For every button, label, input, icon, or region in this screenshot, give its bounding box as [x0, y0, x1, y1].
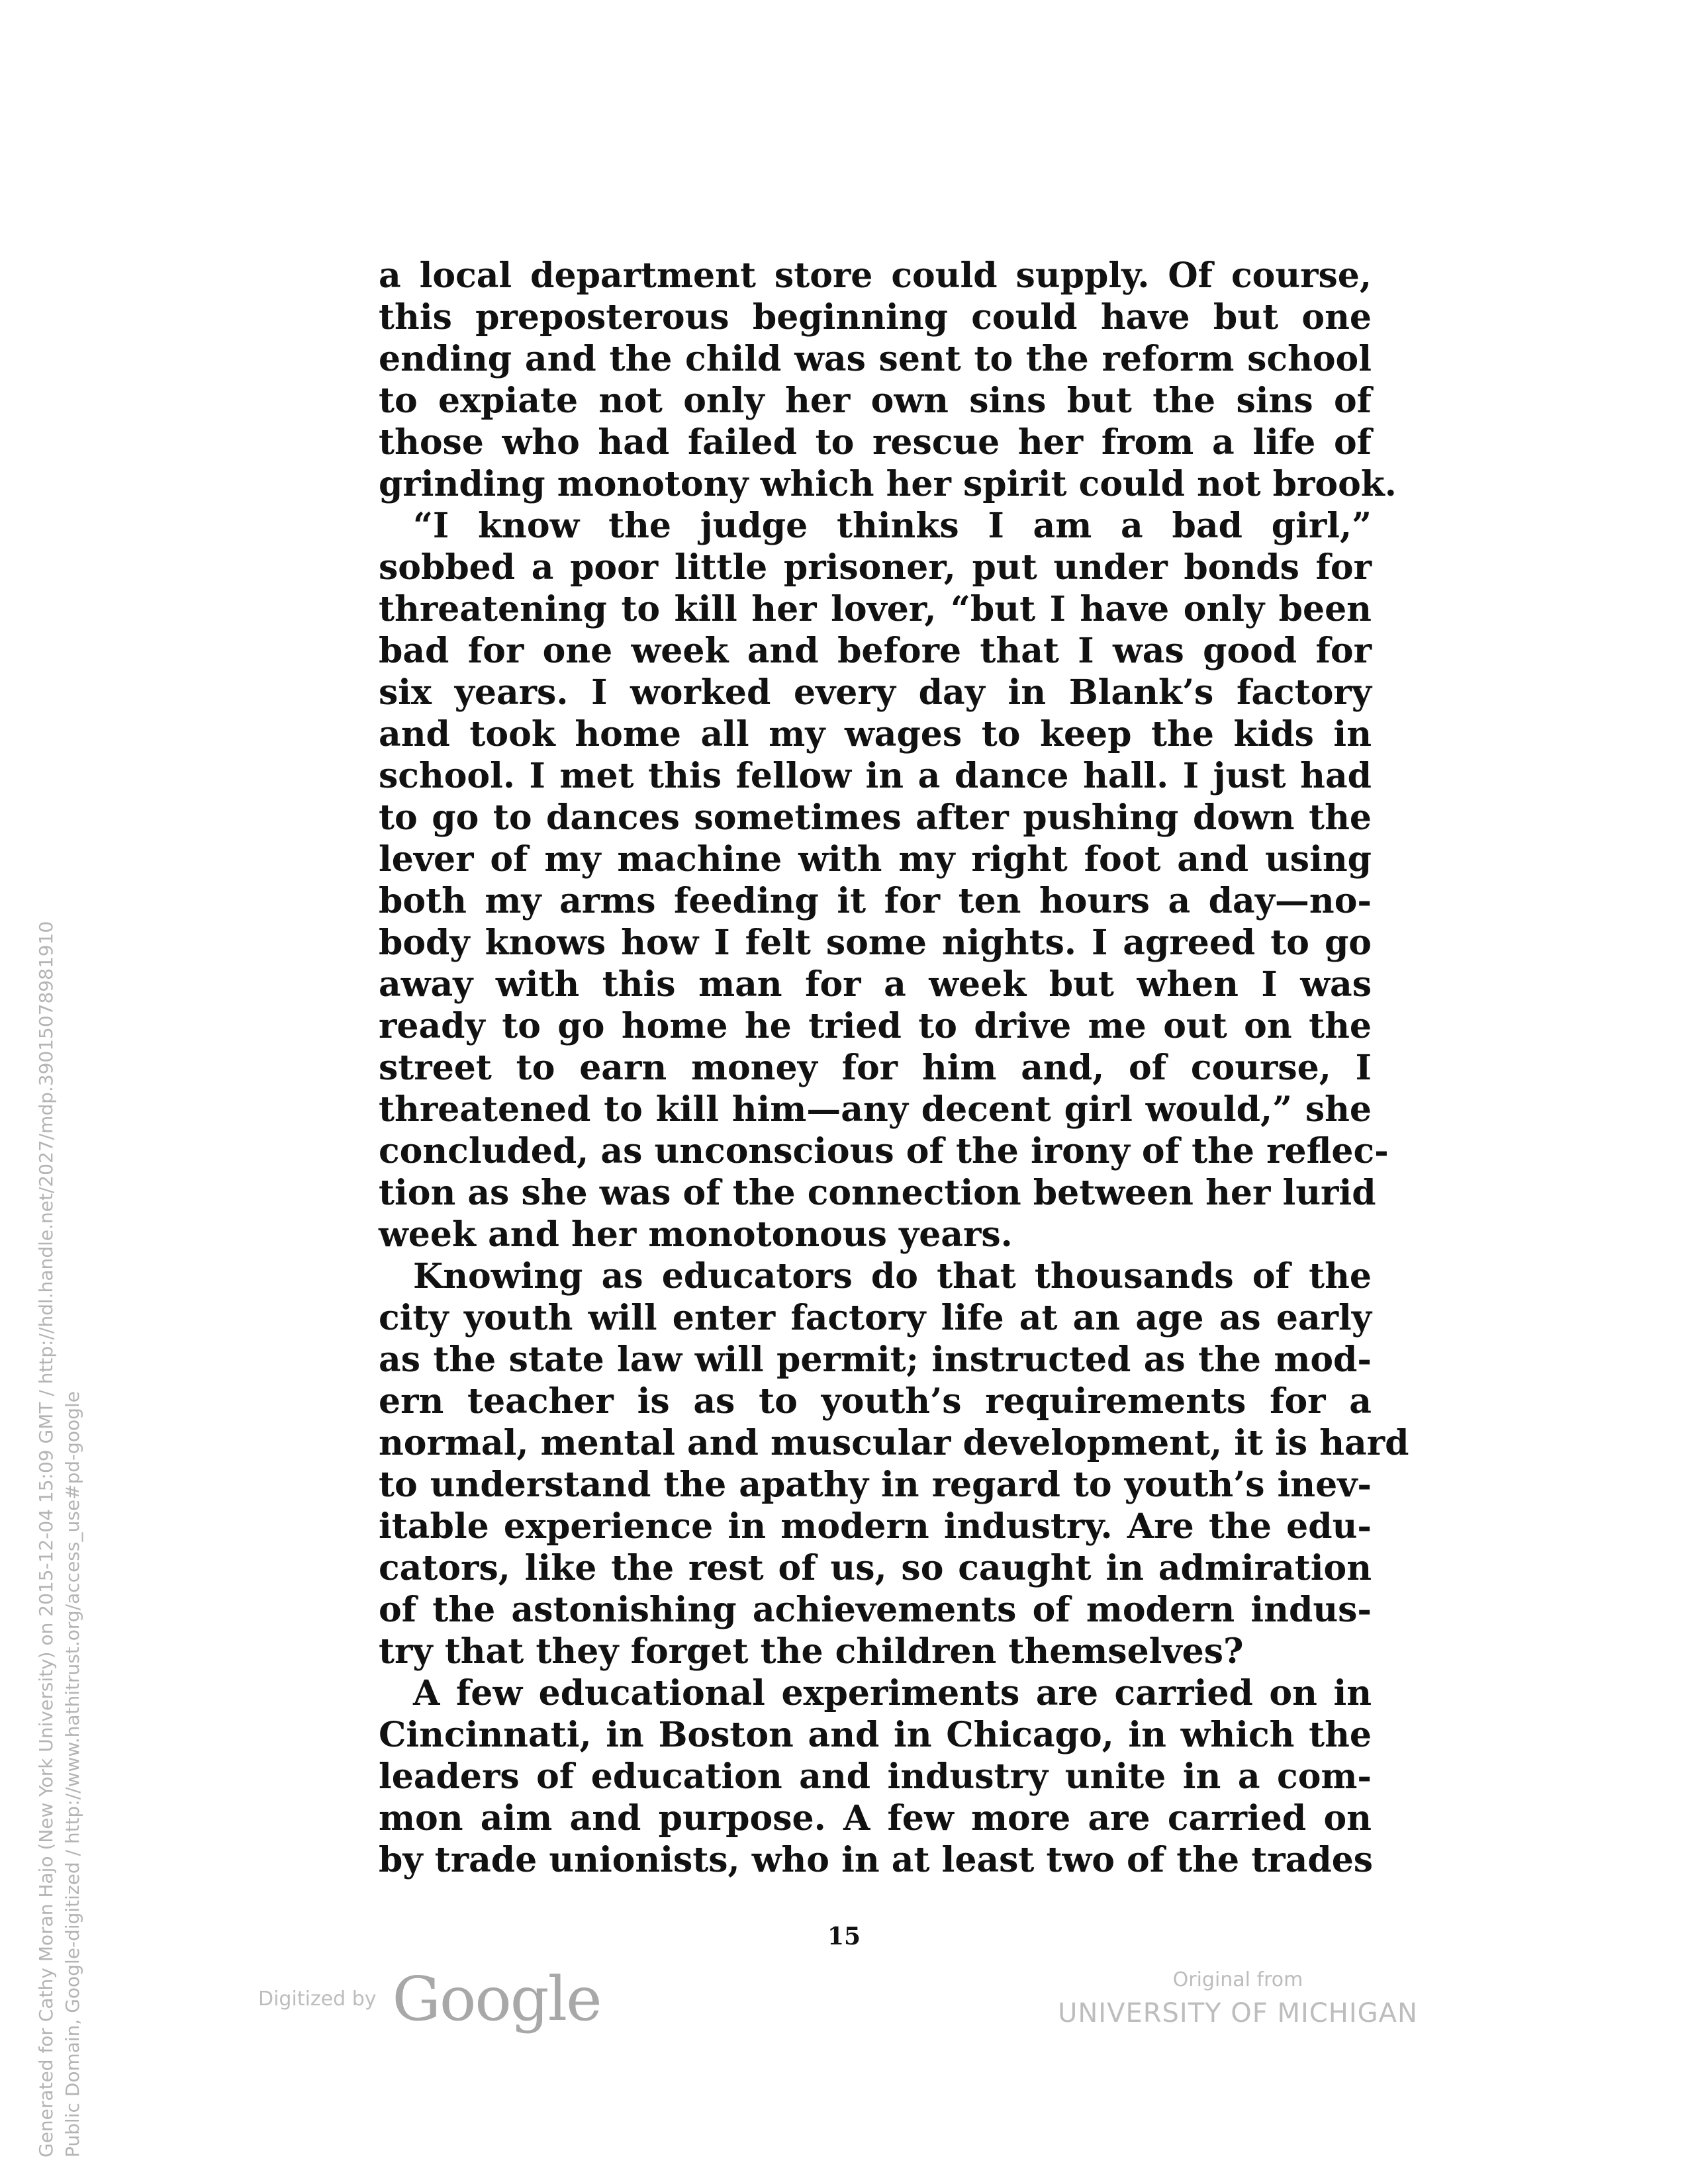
- original-source: [1026, 1966, 1450, 2032]
- text-line: ern teacher is as to youth’s requirements for a: [379, 1381, 1372, 1422]
- text-line: mon aim and purpose. A few more are carried on: [379, 1798, 1372, 1839]
- text-line: as the state law will permit; instructed as the mod-: [379, 1340, 1372, 1380]
- text-line: try that they forget the children themselves?: [379, 1631, 1244, 1672]
- text-line: and took home all my wages to keep the kids in: [379, 714, 1372, 754]
- text-line: “I know the judge thinks I am a bad girl,”: [413, 506, 1372, 546]
- text-line: those who had failed to rescue her from a life of: [379, 422, 1372, 463]
- rights-note: Public Domain, Google-digitized / http://www.hathitrust.org/access_use#pd-google: [62, 1391, 83, 2158]
- text-line: A few educational experiments are carried on in: [413, 1673, 1372, 1713]
- digitized-by-google: [258, 1959, 601, 2038]
- page-number: 15: [827, 1923, 861, 1950]
- text-line: by trade unionists, who in at least two of the trades: [379, 1840, 1374, 1880]
- page-body-text: [379, 255, 1409, 1881]
- original-from-label: Original from: [1172, 1968, 1303, 1991]
- text-line: sobbed a poor little prisoner, put under bonds for: [379, 547, 1372, 588]
- text-line: lever of my machine with my right foot and using: [379, 839, 1372, 880]
- university-name: UNIVERSITY OF MICHIGAN: [1058, 1998, 1418, 2028]
- access-watermark: [33, 834, 86, 2158]
- text-line: Cincinnati, in Boston and in Chicago, in which the: [379, 1715, 1372, 1755]
- text-line: away with this man for a week but when I was: [379, 964, 1372, 1005]
- text-line: itable experience in modern industry. Are the edu-: [379, 1506, 1372, 1547]
- text-line: city youth will enter factory life at an age as early: [379, 1298, 1372, 1338]
- text-line: threatened to kill him—any decent girl would,” she: [379, 1089, 1372, 1130]
- google-logo: Google: [392, 1963, 601, 2034]
- text-line: this preposterous beginning could have but one: [379, 297, 1372, 338]
- generated-note: Generated for Cathy Moran Hajo (New York University) on 2015-12-04 15:09 GMT / http://hdl.handle.net/2027/mdp.39015078981910: [35, 921, 57, 2158]
- text-line: of the astonishing achievements of modern indus-: [379, 1590, 1372, 1630]
- text-line: ready to go home he tried to drive me out on the: [379, 1006, 1372, 1046]
- text-line: week and her monotonous years.: [379, 1214, 1013, 1255]
- text-line: normal, mental and muscular development, it is hard: [379, 1423, 1409, 1463]
- text-line: grinding monotony which her spirit could not brook.: [379, 464, 1397, 504]
- text-line: to understand the apathy in regard to youth’s inev-: [379, 1465, 1372, 1505]
- text-line: to expiate not only her own sins but the sins of: [379, 381, 1372, 421]
- text-line: concluded, as unconscious of the irony of the reflec-: [379, 1131, 1389, 1171]
- text-line: tion as she was of the connection between her lurid: [379, 1173, 1376, 1213]
- text-line: threatening to kill her lover, “but I have only been: [379, 589, 1372, 629]
- text-line: both my arms feeding it for ten hours a day—no-: [379, 881, 1372, 921]
- text-line: school. I met this fellow in a dance hall. I just had: [379, 756, 1372, 796]
- digitized-by-label: Digitized by: [258, 1987, 377, 2011]
- text-line: Knowing as educators do that thousands of the: [413, 1256, 1372, 1297]
- text-line: to go to dances sometimes after pushing down the: [379, 797, 1372, 838]
- text-line: body knows how I felt some nights. I agreed to go: [379, 923, 1372, 963]
- text-line: ending and the child was sent to the reform school: [379, 339, 1372, 379]
- text-line: cators, like the rest of us, so caught in admiration: [379, 1548, 1372, 1588]
- text-line: street to earn money for him and, of course, I: [379, 1048, 1372, 1088]
- text-line: leaders of education and industry unite in a com-: [379, 1756, 1372, 1797]
- text-line: a local department store could supply. Of course,: [379, 255, 1372, 296]
- text-line: six years. I worked every day in Blank’s factory: [379, 672, 1372, 713]
- text-line: bad for one week and before that I was good for: [379, 631, 1372, 671]
